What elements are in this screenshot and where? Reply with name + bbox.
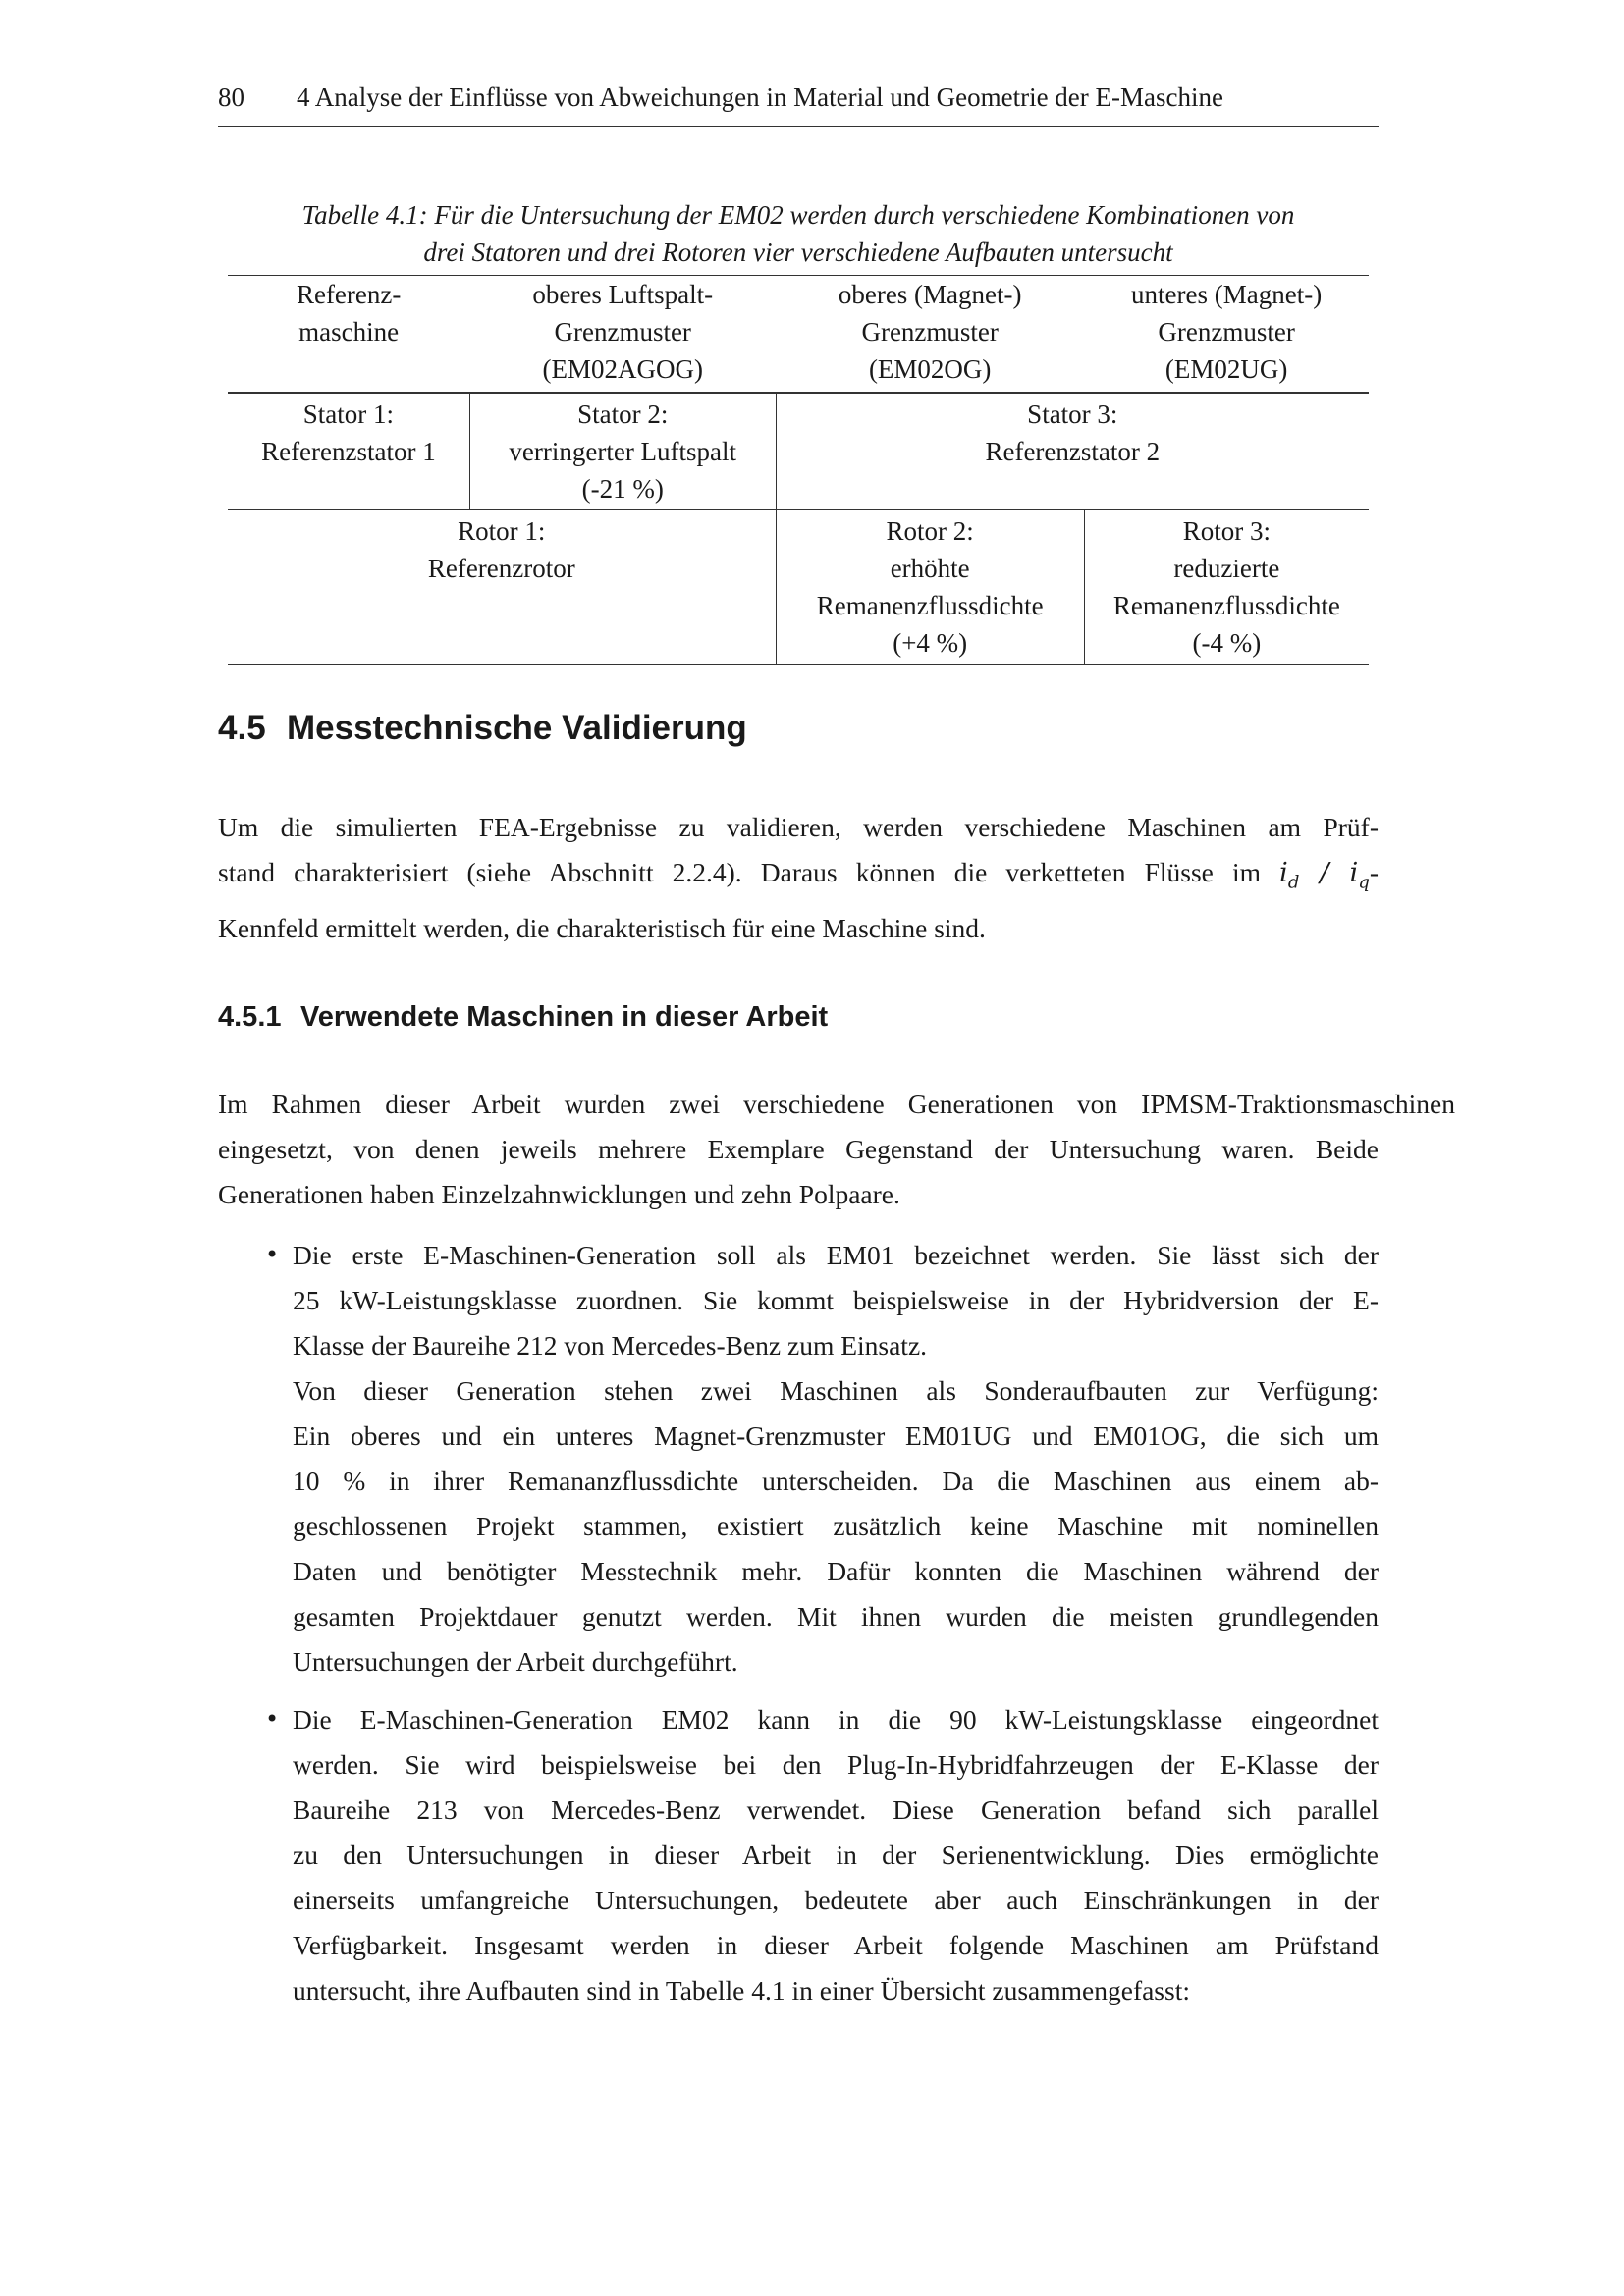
text-line: Um die simulierten FEA-Ergebnisse zu validieren, werden verschiedene Maschinen am Prüf- (218, 812, 1379, 842)
bullet-icon: • (265, 1241, 280, 1268)
table-header-row (228, 276, 1369, 393)
text-line: eingesetzt, von denen jeweils mehrere Exemplare Gegenstand der Untersuchung waren. Beide (218, 1134, 1379, 1164)
header-cell-reference: Referenz- maschine (228, 276, 469, 393)
paragraph-validation (218, 805, 1379, 951)
section-heading (218, 709, 747, 748)
cell-rotor-3: Rotor 3: reduzierte Remanenzflussdichte (-4 %) (1084, 510, 1369, 665)
text-line: 25 kW-Leistungsklasse zuordnen. Sie kommt beispielsweise in der Hybridversion der E- (293, 1285, 1379, 1315)
text-line: Klasse der Baureihe 212 von Mercedes-Benz zum Einsatz. (293, 1330, 928, 1361)
section-number: 4.5 (218, 709, 266, 747)
text-line: einerseits umfangreiche Untersuchungen, bedeutete aber auch Einschränkungen in der (293, 1885, 1379, 1915)
text-line: stand charakterisiert (siehe Abschnitt 2.2.4). Daraus können die verketteten Flüsse im $i_d / i_q-$ (218, 857, 1380, 893)
cell-stator-2: Stator 2: verringerter Luftspalt (-21 %) (469, 394, 776, 510)
text-line: Daten und benötigter Messtechnik mehr. Dafür konnten die Maschinen während der (293, 1556, 1379, 1586)
paragraph-machines (218, 1082, 1455, 1217)
cell-stator-1: Stator 1: Referenzstator 1 (261, 400, 436, 466)
text-line: zu den Untersuchungen in dieser Arbeit in der Serienentwicklung. Dies ermöglichte (293, 1840, 1379, 1870)
cell-stator-3: Stator 3: Referenzstator 2 (776, 394, 1369, 510)
cell-rotor-2: Rotor 2: erhöhte Remanenzflussdichte (+4 %) (776, 510, 1084, 665)
bullet-icon: • (265, 1705, 280, 1733)
text-line: Verfügbarkeit. Insgesamt werden in dieser Arbeit folgende Maschinen am Prüfstand (293, 1930, 1379, 1960)
list-item-em01 (293, 1233, 1379, 1368)
table-caption (218, 196, 1379, 271)
text-line: Kennfeld ermittelt werden, die charakteristisch für eine Maschine sind. (218, 912, 986, 943)
caption-line: Tabelle 4.1: Für die Untersuchung der EM02 werden durch verschiedene Kombinationen von (301, 200, 1295, 230)
text-line: Die erste E-Maschinen-Generation soll als EM01 bezeichnet werden. Sie lässt sich der (293, 1240, 1379, 1270)
text-line: Die E-Maschinen-Generation EM02 kann in die 90 kW-Leistungsklasse eingeordnet (293, 1704, 1379, 1735)
cell-rotor-1: Rotor 1: Referenzrotor (228, 510, 776, 665)
section-title: Messtechnische Validierung (287, 709, 747, 747)
subsection-heading (218, 1001, 828, 1034)
math-id-iq: $i_d / i_q$ (1279, 857, 1370, 893)
header-cell-upper-magnet-limit: oberes (Magnet-) Grenzmuster (EM02OG) (776, 276, 1084, 393)
subsection-number: 4.5.1 (218, 1001, 282, 1033)
text-line: Untersuchungen der Arbeit durchgeführt. (293, 1646, 738, 1677)
configuration-table (228, 275, 1369, 665)
text-line: Ein oberes und ein unteres Magnet-Grenzmuster EM01UG und EM01OG, die sich um (293, 1420, 1379, 1451)
caption-line: drei Statoren und drei Rotoren vier verschiedene Aufbauten untersucht (423, 238, 1173, 267)
running-header (218, 82, 1379, 127)
text-line: Im Rahmen dieser Arbeit wurden zwei verschiedene Generationen von IPMSM-Traktionsmaschinen (218, 1089, 1455, 1119)
header-cell-lower-magnet-limit: unteres (Magnet-) Grenzmuster (EM02UG) (1084, 276, 1369, 393)
text-line: 10 % in ihrer Remananzflussdichte unterscheiden. Da die Maschinen aus einem ab- (293, 1466, 1379, 1496)
text-line: Generationen haben Einzelzahnwicklungen und zehn Polpaare. (218, 1179, 900, 1209)
text-line: Von dieser Generation stehen zwei Maschinen als Sonderaufbauten zur Verfügung: (293, 1375, 1379, 1406)
text-line: werden. Sie wird beispielsweise bei den Plug-In-Hybridfahrzeugen der E-Klasse der (293, 1749, 1379, 1780)
text-line: untersucht, ihre Aufbauten sind in Tabelle 4.1 in einer Übersicht zusammengefasst: (293, 1975, 1190, 2005)
subsection-title: Verwendete Maschinen in dieser Arbeit (300, 1001, 829, 1033)
table-row-rotors (228, 510, 1369, 665)
header-cell-airgap-limit: oberes Luftspalt- Grenzmuster (EM02AGOG) (469, 276, 776, 393)
running-title: 4 Analyse der Einflüsse von Abweichungen in Material und Geometrie der E-Maschine (297, 82, 1223, 112)
text-line: geschlossenen Projekt stammen, existiert zusätzlich keine Maschine mit nominellen (293, 1511, 1379, 1541)
list-item-em01-continued (293, 1368, 1379, 1684)
table-row-stators (228, 394, 1369, 510)
page-number: 80 (218, 82, 244, 112)
text-line: gesamten Projektdauer genutzt werden. Mit ihnen wurden die meisten grundlegenden (293, 1601, 1379, 1631)
list-item-em02 (293, 1697, 1379, 2013)
text-line: Baureihe 213 von Mercedes-Benz verwendet. Diese Generation befand sich parallel (293, 1794, 1379, 1825)
